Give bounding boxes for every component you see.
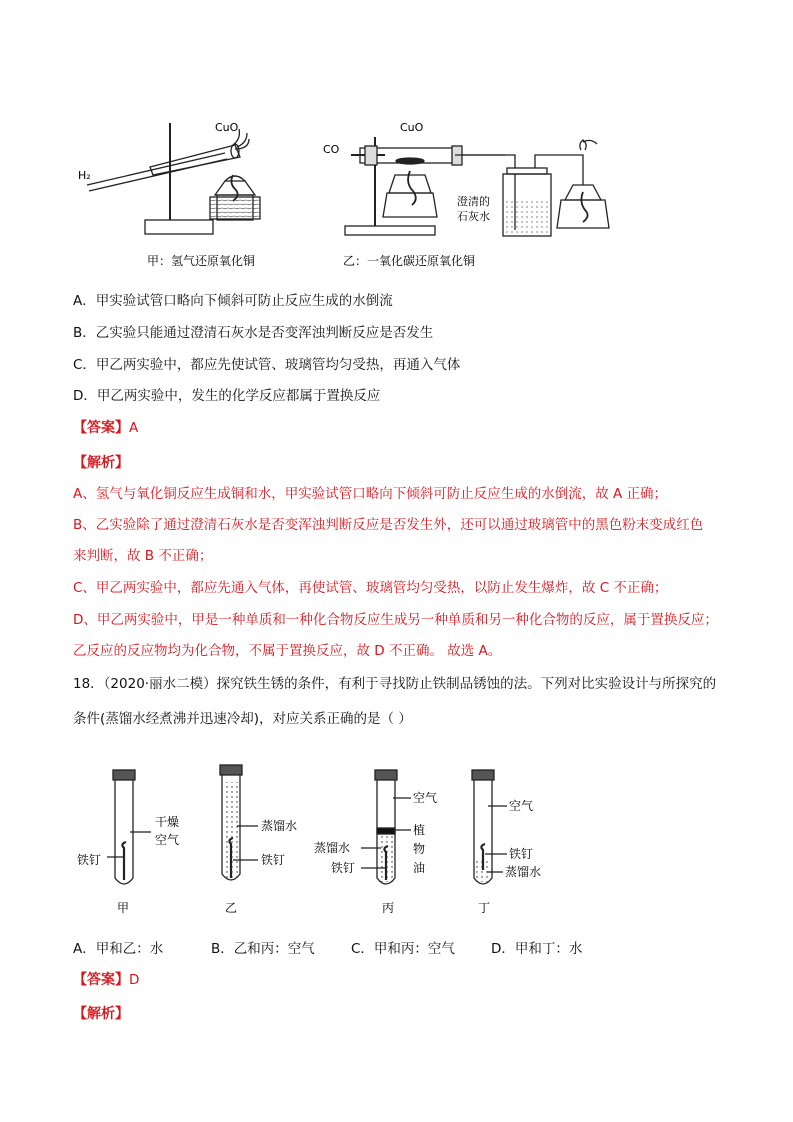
hydrogen-apparatus: [87, 123, 260, 234]
yi-caption: 乙: [225, 901, 238, 915]
h2-label: H₂: [78, 169, 91, 182]
jia-caption: 甲: [117, 901, 130, 915]
co-label: CO: [323, 143, 340, 156]
q17-analysis-line-4: C、甲乙两实验中，都应先通入气体，再使试管、玻璃管均匀受热，以防止发生爆炸，故 C 不正确；: [73, 580, 668, 596]
q17-option-c: C．甲乙两实验中，都应先使试管、玻璃管均匀受热，再通入气体: [73, 357, 461, 373]
q17-analysis-line-5: D、甲乙两实验中，甲是一种单质和一种化合物反应生成另一种单质和另一种化合物的反应，属于置换反应；: [73, 612, 718, 628]
q17-option-a: A．甲实验试管口略向下倾斜可防止反应生成的水倒流: [73, 293, 393, 309]
answer-tag: 【答案】: [73, 972, 129, 988]
q17-option-b: B．乙实验只能通过澄清石灰水是否变浑浊判断反应是否发生: [73, 325, 434, 341]
q18-stem-line-1: 18．（2020·丽水二模）探究铁生锈的条件，有利于寻找防止铁制品锈蚀的法。下列对比实验设计与所探究的: [73, 676, 717, 692]
q17-analysis-tag: 【解析】: [73, 455, 129, 471]
bing-label-oil-3: 油: [413, 861, 426, 875]
bing-caption: 丙: [382, 901, 395, 915]
tube-jia: [107, 770, 151, 884]
bing-label-water: 蒸馏水: [314, 841, 351, 855]
bing-label-nail: 铁钉: [331, 861, 356, 875]
limewater-apparatus-figure: [455, 130, 625, 240]
tube-yi: [220, 765, 258, 880]
q18-option-b: B．乙和丙：空气: [211, 941, 315, 957]
q18-analysis-tag: 【解析】: [73, 1006, 129, 1022]
q17-option-d: D．甲乙两实验中，发生的化学反应都属于置换反应: [73, 388, 381, 404]
limewater-label-2: 石灰水: [457, 210, 490, 223]
bing-label-oil-2: 物: [413, 842, 426, 856]
q18-option-d: D．甲和丁：水: [491, 941, 583, 957]
q18-options: [73, 940, 582, 958]
reduction-apparatus-figure: [75, 115, 505, 275]
ding-label-water: 蒸馏水: [505, 865, 542, 879]
bing-label-air: 空气: [413, 791, 438, 805]
iron-rust-test-tubes-figure: [75, 760, 575, 920]
yi-label-nail: 铁钉: [261, 853, 286, 867]
ding-caption: 丁: [478, 901, 491, 915]
q17-analysis-line-6: 乙反应的反应物均为化合物，不属于置换反应，故 D 不正确。 故选 A。: [73, 643, 502, 659]
cuo-label-left: CuO: [215, 121, 239, 134]
answer-value: A: [129, 420, 139, 436]
q18-option-a: A．甲和乙：水: [73, 941, 164, 957]
caption-right: 乙：一氧化碳还原氧化铜: [343, 254, 476, 268]
cuo-label-right: CuO: [400, 121, 424, 134]
q17-analysis-line-2: B、乙实验除了通过澄清石灰水是否变浑浊判断反应是否发生外，还可以通过玻璃管中的黑色粉末变成红色: [73, 517, 704, 533]
ding-label-nail: 铁钉: [509, 847, 534, 861]
jia-label-dry-1: 干燥: [155, 815, 180, 829]
answer-tag: 【答案】: [73, 420, 129, 436]
tube-ding: [472, 770, 507, 884]
q17-analysis-line-3: 来判断，故 B 不正确；: [73, 548, 213, 564]
q18-option-c: C．甲和丙：空气: [351, 941, 455, 957]
jia-label-nail: 铁钉: [77, 853, 102, 867]
ding-label-air: 空气: [509, 799, 534, 813]
q17-analysis-line-1: A、氢气与氧化铜反应生成铜和水，甲实验试管口略向下倾斜可防止反应生成的水倒流，故 A 正确；: [73, 486, 668, 502]
limewater-label-1: 澄清的: [457, 195, 490, 208]
jia-label-dry-2: 空气: [155, 833, 180, 847]
yi-label-water: 蒸馏水: [261, 819, 298, 833]
q18-answer: [73, 971, 139, 989]
bing-label-oil-1: 植: [413, 823, 426, 837]
q17-answer: [73, 419, 138, 437]
answer-value: D: [129, 972, 140, 988]
caption-left: 甲：氢气还原氧化铜: [147, 254, 256, 268]
q18-stem-line-2: 条件(蒸馏水经煮沸并迅速冷却)，对应关系正确的是（ ）: [73, 711, 412, 727]
tube-bing: [361, 770, 411, 884]
